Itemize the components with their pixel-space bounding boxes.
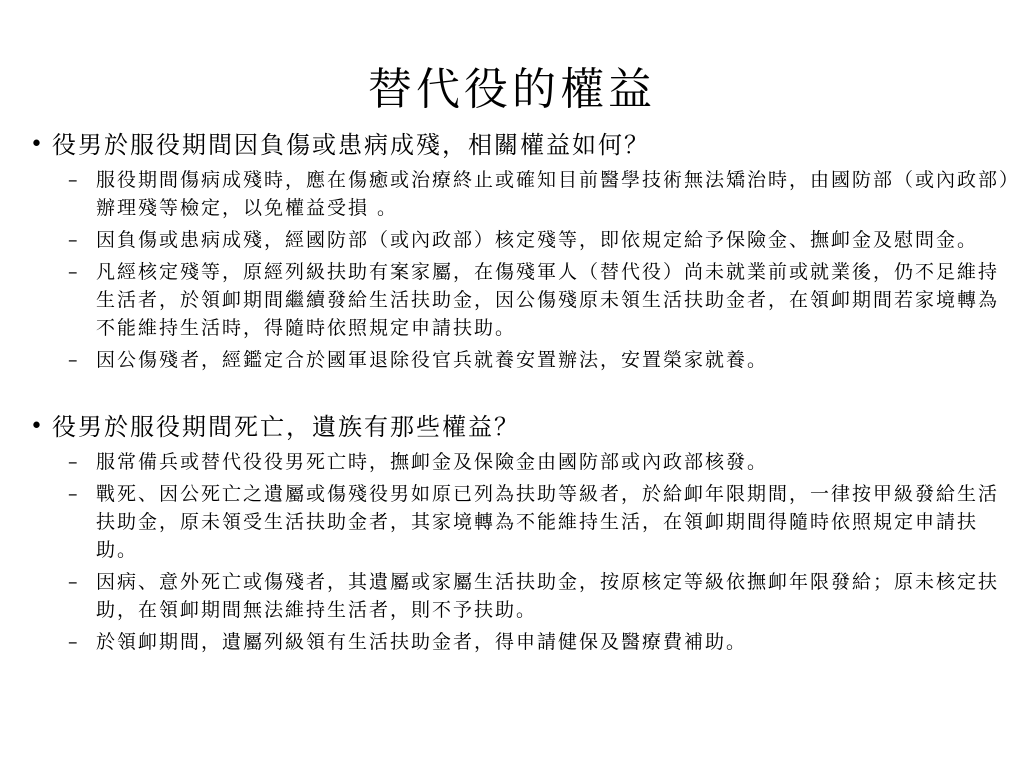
- sub-bullet-item: [68, 346, 1015, 374]
- dash-icon: –: [68, 451, 80, 473]
- sub-bullet-item: [68, 480, 1015, 564]
- dash-icon: –: [68, 349, 80, 371]
- bullet-heading: [30, 410, 1015, 444]
- sub-bullet-text: 因公傷殘者，經鑑定合於國軍退除役官兵就養安置辦法，安置榮家就養。: [96, 349, 769, 371]
- sub-bullet-text: 戰死、因公死亡之遺屬或傷殘役男如原已列為扶助等級者，於給卹年限期間，一律按甲級發給生活扶助金，原未領受生活扶助金者，其家境轉為不能維持生活，在領卹期間得隨時依照規定申請扶助。: [96, 483, 1000, 561]
- bullet-dot-icon: •: [30, 132, 45, 157]
- sub-bullet-text: 因病、意外死亡或傷殘者，其遺屬或家屬生活扶助金，按原核定等級依撫卹年限發給；原未核定扶助，在領卹期間無法維持生活者，則不予扶助。: [96, 571, 1000, 621]
- bullet-heading: [30, 128, 1015, 162]
- sub-bullet-list: [30, 448, 1015, 656]
- section-death: [30, 410, 1015, 656]
- bullet-heading-text: 役男於服役期間因負傷或患病成殘，相關權益如何？: [52, 131, 650, 159]
- sub-bullet-text: 服役期間傷病成殘時，應在傷癒或治療終止或確知目前醫學技術無法矯治時，由國防部（或內政部）辦理殘等檢定，以免權益受損 。: [96, 169, 1011, 219]
- slide-title: 替代役的權益: [368, 64, 656, 115]
- dash-icon: –: [68, 571, 80, 593]
- slide-content: [30, 128, 1015, 660]
- section-disability: [30, 128, 1015, 374]
- sub-bullet-item: [68, 166, 1015, 222]
- sub-bullet-item: [68, 448, 1015, 476]
- sub-bullet-item: [68, 568, 1015, 624]
- sub-bullet-text: 因負傷或患病成殘，經國防部（或內政部）核定殘等，即依規定給予保險金、撫卹金及慰問金。: [96, 229, 979, 251]
- dash-icon: –: [68, 169, 80, 191]
- dash-icon: –: [68, 483, 80, 505]
- bullet-heading-text: 役男於服役期間死亡，遺族有那些權益？: [52, 413, 520, 441]
- bullet-dot-icon: •: [30, 414, 45, 439]
- sub-bullet-item: [68, 226, 1015, 254]
- sub-bullet-text: 凡經核定殘等，原經列級扶助有案家屬，在傷殘軍人（替代役）尚未就業前或就業後，仍不足維持生活者，於領卹期間繼續發給生活扶助金，因公傷殘原未領生活扶助金者，在領卹期間若家境轉為不能維持生活時，得隨時依照規定申請扶助。: [96, 261, 1000, 339]
- sub-bullet-item: [68, 258, 1015, 342]
- sub-bullet-text: 於領卹期間，遺屬列級領有生活扶助金者，得申請健保及醫療費補助。: [96, 631, 748, 653]
- dash-icon: –: [68, 631, 80, 653]
- sub-bullet-text: 服常備兵或替代役役男死亡時，撫卹金及保險金由國防部或內政部核發。: [96, 451, 769, 473]
- sub-bullet-item: [68, 628, 1015, 656]
- dash-icon: –: [68, 261, 80, 283]
- sub-bullet-list: [30, 166, 1015, 374]
- dash-icon: –: [68, 229, 80, 251]
